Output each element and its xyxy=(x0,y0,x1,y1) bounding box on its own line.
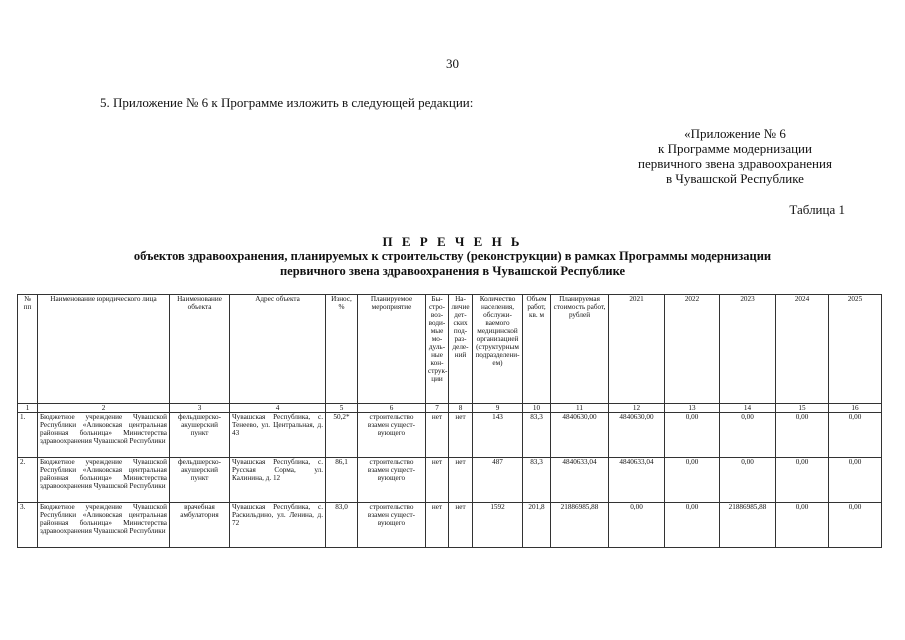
column-number: 4 xyxy=(230,404,326,413)
cell-2024: 0,00 xyxy=(776,413,829,458)
cell-2023: 21886985,88 xyxy=(720,503,776,548)
cell-population: 143 xyxy=(473,413,523,458)
cell-2025: 0,00 xyxy=(829,503,882,548)
cell-wear: 86,1 xyxy=(326,458,358,503)
column-number: 13 xyxy=(665,404,720,413)
page-number: 30 xyxy=(446,56,459,71)
header-cell-number: № пп xyxy=(18,295,38,404)
cell-area: 83,3 xyxy=(523,413,551,458)
header-cell-object: Наименование объекта xyxy=(170,295,230,404)
column-number: 7 xyxy=(426,404,449,413)
subtitle-line: объектов здравоохранения, планируемых к строительству (реконструкции) в рамках Программы модернизации xyxy=(133,249,772,263)
header-cell-action: Планируемое мероприятие xyxy=(358,295,426,404)
appendix-line: «Приложение № 6 xyxy=(684,126,786,141)
cell-modular: нет xyxy=(426,458,449,503)
column-number: 15 xyxy=(776,404,829,413)
cell-2023: 0,00 xyxy=(720,413,776,458)
header-cell-2025: 2025 xyxy=(829,295,882,404)
column-number: 16 xyxy=(829,404,882,413)
table-label: Таблица 1 xyxy=(789,202,845,217)
column-number: 1 xyxy=(18,404,38,413)
cell-entity: Бюджетное учреждение Чувашской Республики «Аликовская центральная районная больница» Министерства здравоохранения Чувашской Республики xyxy=(38,503,170,548)
table-header-row xyxy=(18,295,882,404)
table-row xyxy=(18,413,882,458)
cell-2023: 0,00 xyxy=(720,458,776,503)
cell-cost: 21886985,88 xyxy=(551,503,609,548)
cell-object: фельдшерско-акушерский пункт xyxy=(170,413,230,458)
document-subtitle xyxy=(60,249,845,279)
cell-area: 201,8 xyxy=(523,503,551,548)
cell-kids: нет xyxy=(449,458,473,503)
column-number: 3 xyxy=(170,404,230,413)
cell-action: строительство взамен существующего xyxy=(358,458,426,503)
cell-wear: 83,0 xyxy=(326,503,358,548)
appendix-header xyxy=(610,126,860,186)
appendix-line: к Программе модернизации xyxy=(658,141,812,156)
cell-entity: Бюджетное учреждение Чувашской Республики «Аликовская центральная районная больница» Министерства здравоохранения Чувашской Республики xyxy=(38,413,170,458)
cell-population: 1592 xyxy=(473,503,523,548)
table-row xyxy=(18,458,882,503)
column-number: 2 xyxy=(38,404,170,413)
cell-action: строительство взамен существующего xyxy=(358,413,426,458)
column-number: 5 xyxy=(326,404,358,413)
cell-address: Чувашская Республика, с. Тенеево, ул. Центральная, д. 43 xyxy=(230,413,326,458)
cell-2022: 0,00 xyxy=(665,503,720,548)
header-cell-population: Количество населения, обслуживаемого медицинской организацией (структурным подразделением) xyxy=(473,295,523,404)
column-number-row xyxy=(18,404,882,413)
cell-entity: Бюджетное учреждение Чувашской Республики «Аликовская центральная районная больница» Министерства здравоохранения Чувашской Республики xyxy=(38,458,170,503)
cell-2025: 0,00 xyxy=(829,458,882,503)
column-number: 12 xyxy=(609,404,665,413)
intro-paragraph: 5. Приложение № 6 к Программе изложить в следующей редакции: xyxy=(100,95,474,110)
cell-object: врачебная амбулатория xyxy=(170,503,230,548)
column-number: 6 xyxy=(358,404,426,413)
objects-table xyxy=(17,294,882,548)
cell-2021: 4840630,00 xyxy=(609,413,665,458)
cell-kids: нет xyxy=(449,413,473,458)
appendix-line: в Чувашской Республике xyxy=(666,171,804,186)
appendix-line: первичного звена здравоохранения xyxy=(638,156,832,171)
cell-wear: 50,2* xyxy=(326,413,358,458)
cell-2025: 0,00 xyxy=(829,413,882,458)
cell-number: 3. xyxy=(18,503,38,548)
cell-kids: нет xyxy=(449,503,473,548)
header-cell-2024: 2024 xyxy=(776,295,829,404)
header-cell-entity: Наименование юридического лица xyxy=(38,295,170,404)
cell-cost: 4840633,04 xyxy=(551,458,609,503)
header-cell-modular: Быстровозводимые модульные конструкции xyxy=(426,295,449,404)
column-number: 11 xyxy=(551,404,609,413)
cell-number: 2. xyxy=(18,458,38,503)
table-row xyxy=(18,503,882,548)
column-number: 8 xyxy=(449,404,473,413)
cell-modular: нет xyxy=(426,413,449,458)
cell-area: 83,3 xyxy=(523,458,551,503)
header-cell-address: Адрес объекта xyxy=(230,295,326,404)
cell-2022: 0,00 xyxy=(665,413,720,458)
cell-number: 1. xyxy=(18,413,38,458)
cell-2024: 0,00 xyxy=(776,503,829,548)
header-cell-area: Объем работ, кв. м xyxy=(523,295,551,404)
subtitle-line: первичного звена здравоохранения в Чувашской Республике xyxy=(279,264,626,278)
cell-2021: 0,00 xyxy=(609,503,665,548)
header-cell-2023: 2023 xyxy=(720,295,776,404)
header-cell-kids: Наличие детских подразделений xyxy=(449,295,473,404)
header-cell-cost: Планируемая стоимость работ, рублей xyxy=(551,295,609,404)
document-title: П Е Р Е Ч Е Н Ь xyxy=(382,234,523,249)
cell-address: Чувашская Республика, с. Раскильдино, ул. Ленина, д. 72 xyxy=(230,503,326,548)
cell-modular: нет xyxy=(426,503,449,548)
cell-action: строительство взамен существующего xyxy=(358,503,426,548)
cell-2021: 4840633,04 xyxy=(609,458,665,503)
column-number: 9 xyxy=(473,404,523,413)
cell-population: 487 xyxy=(473,458,523,503)
cell-cost: 4840630,00 xyxy=(551,413,609,458)
column-number: 14 xyxy=(720,404,776,413)
header-cell-2022: 2022 xyxy=(665,295,720,404)
cell-2024: 0,00 xyxy=(776,458,829,503)
cell-address: Чувашская Республика, с. Русская Сорма, ул. Калинина, д. 12 xyxy=(230,458,326,503)
header-cell-wear: Износ, % xyxy=(326,295,358,404)
header-cell-2021: 2021 xyxy=(609,295,665,404)
cell-object: фельдшерско-акушерский пункт xyxy=(170,458,230,503)
column-number: 10 xyxy=(523,404,551,413)
cell-2022: 0,00 xyxy=(665,458,720,503)
